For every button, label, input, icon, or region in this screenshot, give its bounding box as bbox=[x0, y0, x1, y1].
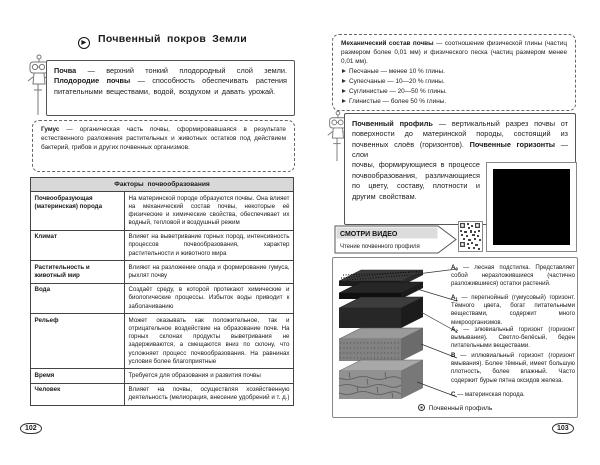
list-item bbox=[341, 78, 567, 87]
horizon-subscript: 1 bbox=[455, 296, 458, 302]
humus-box bbox=[32, 120, 295, 172]
term-soil-profile: Почвенный профиль bbox=[352, 119, 433, 128]
page-title bbox=[30, 33, 295, 49]
table-row bbox=[31, 283, 294, 314]
humus-text: — органическая часть почвы, сформировавшаяся в результате естественного разложения растительных и животных остатков под действием бактерий, грибов и других почвенных организмов. bbox=[41, 126, 286, 151]
triangle-bullet-icon bbox=[342, 69, 346, 73]
figure-marker-icon bbox=[418, 404, 425, 411]
horizon-label-a1 bbox=[451, 294, 575, 327]
horizon-subscript: 2 bbox=[455, 328, 458, 334]
watch-video-banner bbox=[334, 225, 458, 254]
description-cell: Требуется для образования и развития почвы bbox=[125, 369, 294, 383]
profile-def-continuation: почвы, формирующиеся в процессе почвообразования, различающиеся по цвету, составу, плотности и другим свойствам. bbox=[352, 160, 480, 201]
bullet-text: Песчаные — менее 10 % глины. bbox=[349, 67, 445, 75]
horizon-label-a2 bbox=[451, 326, 575, 351]
profile-def-lead bbox=[352, 119, 568, 160]
figure-caption-text: Почвенный профиль bbox=[428, 405, 493, 412]
horizon-letter: A bbox=[451, 264, 456, 271]
soil-layers-diagram bbox=[337, 262, 459, 404]
triangle-bullet-icon bbox=[342, 79, 346, 83]
soil-definition-box bbox=[46, 60, 295, 116]
page-title-text: Почвенный покров Земли bbox=[98, 33, 247, 45]
horizon-letter: A bbox=[451, 326, 456, 333]
table-row bbox=[31, 369, 294, 383]
horizon-label-a0 bbox=[451, 264, 575, 289]
factor-cell: Вода bbox=[31, 283, 125, 314]
term-soil-horizons: Почвенные горизонты bbox=[469, 139, 556, 149]
term-humus: Гумус bbox=[41, 126, 60, 133]
table-header: Факторы почвообразования bbox=[31, 178, 294, 192]
horizon-subscript: 0 bbox=[455, 266, 458, 272]
term-mechanical: Механический состав почвы bbox=[341, 40, 434, 47]
horizon-label-b bbox=[451, 352, 575, 385]
qr-code bbox=[458, 221, 483, 252]
soil-profile-photo bbox=[486, 162, 577, 252]
factor-cell: Рельеф bbox=[31, 314, 125, 369]
horizon-description: — элювиальный горизонт (горизонт вымывания). Светло-белёсый, беден питательными веществами. bbox=[451, 326, 575, 350]
horizon-letter: C bbox=[451, 391, 456, 398]
term-fertility: Плодородие почвы bbox=[54, 76, 131, 86]
table-row bbox=[31, 192, 294, 231]
list-item bbox=[341, 68, 567, 77]
description-cell: Влияет на выветривание горных пород, интенсивность процессов почвообразования, характер растительности и животного мира bbox=[125, 230, 294, 261]
bullet-text: Суглинистые — 20—50 % глины. bbox=[349, 87, 447, 95]
soil-factors-table bbox=[30, 177, 294, 406]
bullet-text: Супесчаные — 10—20 % глины. bbox=[349, 77, 445, 85]
horizon-description: — материнская порода. bbox=[457, 391, 525, 398]
watch-video-subtitle: Чтение почвенного профиля bbox=[340, 244, 420, 250]
photo-image bbox=[493, 169, 570, 245]
mechanical-composition-box bbox=[332, 34, 576, 111]
triangle-bullet-icon bbox=[342, 99, 346, 103]
factor-cell: Время bbox=[31, 369, 125, 383]
mechanical-text: — соотношение физической глины (частиц размером более 0,01 мм) и физического песка (частиц размером менее 0,01 мм). bbox=[341, 40, 567, 65]
profile-def-text2a: — слои bbox=[352, 139, 568, 160]
factor-cell: Климат bbox=[31, 230, 125, 261]
factor-cell: Растительность и животный мир bbox=[31, 261, 125, 283]
watch-video-title: СМОТРИ ВИДЕО bbox=[340, 231, 398, 238]
profile-def-text1: — вертикальный разрез почвы от поверхности до материнской породы, состоящий из почвенных слоёв (горизонтов). bbox=[352, 119, 569, 149]
table-row bbox=[31, 383, 294, 405]
horizon-description: — лесная подстилка. Представляет собой неразложившиеся (частично разложившиеся) остатки растений. bbox=[451, 264, 575, 288]
page-number-left: 102 bbox=[20, 423, 42, 434]
description-cell: Создаёт среду, в которой протекают химические и биологические процессы. Избыток воды приводит к заболачиванию bbox=[125, 283, 294, 314]
bullet-text: Глинистые — более 50 % глины. bbox=[349, 97, 447, 105]
description-cell: Может оказывать как положительное, так и отрицательное воздействие на образование почв. На горных склонах продукты выветривания не задерживаются, а смещаются вниз по склону, что усложняет процесс почвообразования. На равнинах условия более благоприятные bbox=[125, 314, 294, 369]
table-row bbox=[31, 314, 294, 369]
play-circle-icon: ▶ bbox=[78, 37, 90, 49]
page-number-right: 103 bbox=[552, 423, 574, 434]
factor-cell: Почвообразующая (материнская) порода bbox=[31, 192, 125, 231]
list-item bbox=[341, 98, 567, 107]
description-cell: Влияет на почвы, осуществляя хозяйственную деятельность (мелиорация, внесение удобрений и т. д.) bbox=[125, 383, 294, 405]
horizon-letter: A bbox=[451, 294, 456, 301]
soil-def-text1: — верхний тонкий плодородный слой земли. bbox=[76, 66, 287, 75]
term-soil: Почва bbox=[54, 66, 77, 75]
soil-def-text2: — способность обеспечивать растения питательными веществами, водой, воздухом и давать урожай. bbox=[54, 76, 287, 96]
table-row bbox=[31, 230, 294, 261]
horizon-description: — перегнойный (гумусовый) горизонт. Тёмного цвета, богат питательными веществами, содержит много микроорганизмов. bbox=[451, 294, 575, 326]
soil-horizons-figure bbox=[332, 257, 578, 418]
description-cell: Влияют на разложение опада и формирование гумуса, рыхлят почву bbox=[125, 261, 294, 283]
triangle-bullet-icon bbox=[342, 89, 346, 93]
description-cell: На материнской породе образуются почвы. Она влияет на механический состав почвы, некоторые её физические и химические свойства, обеспечивает их водный, тепловой и воздушный режим bbox=[125, 192, 294, 231]
horizon-letter: B bbox=[451, 352, 456, 359]
figure-caption bbox=[333, 404, 577, 412]
table-row bbox=[31, 261, 294, 283]
horizon-description: — иллювиальный горизонт (горизонт вмывания). Более тёмный, имеет большую плотность, более влажный. Часто содержит бурые пятна оксидов железа. bbox=[451, 352, 576, 384]
horizon-label-c bbox=[451, 391, 575, 399]
list-item bbox=[341, 88, 567, 97]
factor-cell: Человек bbox=[31, 383, 125, 405]
